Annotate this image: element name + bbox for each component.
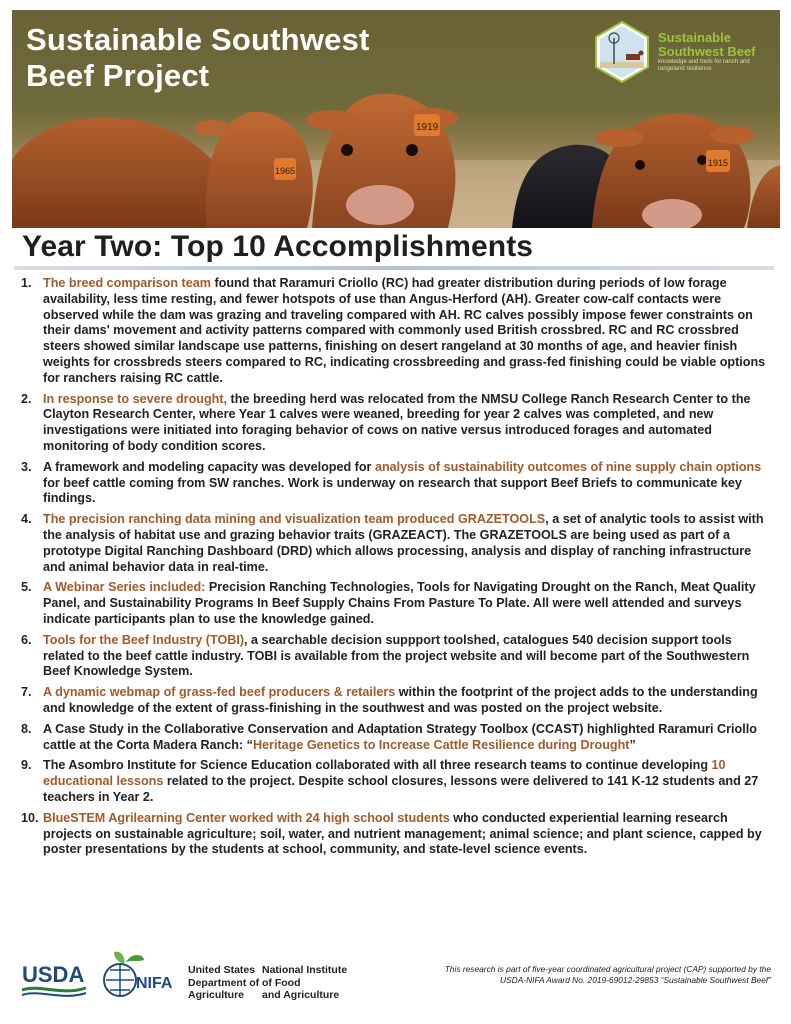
usda-name-line3: Agriculture — [188, 989, 245, 1001]
footer — [0, 946, 791, 1016]
nifa-name-line2: of Food — [262, 976, 301, 989]
item-text: , a set of analytic tools to assist with the analysis of habitat use and grazing behavior traits (GRAZEACT). The GRAZETOOLS are being used as part of a prototype Digital Ranching Dashboard (DRD) which allows processing, analysis and display of ranching infrastructure and animal behavior data in real-time. — [43, 512, 764, 574]
item-text: found that Raramuri Criollo (RC) had greater distribution during periods of low forage availability, less time resting, and fewer hotspots of use than Angus-Herford (AH). Greater cow-calf contacts were observed while the dam was grazing and traveling compared with AH. RC calves possibly impose fewer constraints on their dams' movement and activity patterns compared with commonly used British crossbred. RC and RC crossbred steers showed similar landscape use patterns, finishing on desert rangeland at 30 months of age, and heavier finish weights for crossbreds steers compared to RC, indicating crossbreeding and grass-fed finishing could be viable options for ranchers raising RC cattle. — [43, 276, 766, 385]
logo-name-line1: Sustainable — [658, 30, 731, 45]
item-highlight: Heritage Genetics to Increase Cattle Resilience during Drought — [252, 737, 630, 752]
list-item — [14, 580, 776, 627]
banner-title-line2: Beef Project — [26, 58, 210, 93]
ear-tag-3: 1915 — [708, 158, 729, 168]
usda-name-line1: United States — [188, 964, 256, 976]
item-text: within the footprint of the project adds to the understanding and knowledge of the extent of grass-finishing in the southwest and was posted on the project website. — [43, 685, 758, 715]
item-number: 2. — [21, 391, 32, 406]
item-highlight: 10 educational lessons — [43, 758, 726, 789]
ear-tag-2: 1919 — [416, 122, 439, 133]
item-highlight: A dynamic webmap of grass-fed beef producers & retailers — [43, 685, 396, 700]
item-number: 8. — [21, 721, 32, 736]
banner-title-line1: Sustainable Southwest — [26, 22, 370, 57]
item-number: 3. — [21, 459, 32, 474]
item-number: 1. — [21, 276, 32, 290]
list-item — [14, 758, 776, 805]
item-text: related to the project. Despite school closures, lessons were delivered to 141 K-12 students and 27 teachers in Year 2. — [43, 774, 759, 804]
item-lead: A Case Study in the Collaborative Conservation and Adaptation Strategy Toolbox (CCAST) highlighted Raramuri Criollo cattle at the Corta Madera Ranch: “ — [43, 721, 757, 752]
item-number: 10. — [21, 810, 39, 825]
ear-tag-1: 1965 — [275, 166, 296, 176]
list-item — [14, 276, 776, 387]
item-lead: The Asombro Institute for Science Education collaborated with all three research teams to continue developing — [43, 758, 712, 773]
item-highlight: A Webinar Series included: — [43, 580, 206, 595]
accomplishments-list — [14, 276, 776, 863]
grant-statement — [361, 964, 771, 986]
project-logo — [590, 16, 776, 88]
item-number: 4. — [21, 512, 32, 527]
windmill-emblem-icon — [590, 20, 654, 84]
item-number: 9. — [21, 758, 32, 773]
nifa-wordmark: NIFA — [136, 975, 173, 992]
item-text: , a searchable decision suppport toolshed, catalogues 540 decision support tools related to the beef cattle industry. TOBI is available from the project website and will become part of the Southwestern Beef Knowledge System. — [43, 632, 750, 679]
page-title: Year Two: Top 10 Accomplishments — [22, 230, 534, 263]
nifa-logo — [100, 950, 184, 1006]
logo-tagline-line1: knowledge and tools for ranch and — [658, 59, 750, 65]
item-text: who conducted experiential learning research projects on sustainable agriculture; soil, water, and nutrient management; animal science; and plant science, capped by poster presentations by the students at school, community, and state-level science events. — [43, 810, 762, 857]
usda-logo — [22, 960, 92, 1000]
usda-wordmark: USDA — [22, 962, 85, 987]
nifa-name-line1: National Institute — [262, 964, 348, 976]
item-highlight: The breed comparison team — [43, 276, 211, 290]
item-highlight: BlueSTEM Agrilearning Center worked with 24 high school students — [43, 810, 450, 825]
item-highlight: analysis of sustainability outcomes of nine supply chain options — [374, 459, 762, 474]
banner-title — [26, 22, 370, 94]
item-number: 5. — [21, 580, 32, 595]
nifa-name-line3: and Agriculture — [262, 989, 340, 1001]
list-item — [14, 685, 776, 717]
title-divider — [14, 266, 774, 270]
item-text: the breeding herd was relocated from the NMSU College Ranch Research Center to the Clayton Research Center, where Year 1 calves were weaned, breeding for year 2 calves was completed, and new investigations were initiated into foraging behavior of cows on native versus introduced forages and automated monitoring of body condition scores. — [43, 391, 751, 453]
item-lead: A framework and modeling capacity was developed for — [43, 459, 375, 474]
item-text: for beef cattle coming from SW ranches. Work is underway on research that support Beef Briefs to communicate key findings. — [43, 475, 742, 506]
item-highlight: The precision ranching data mining and visualization team produced GRAZETOOLS — [43, 512, 546, 527]
list-item — [14, 722, 776, 754]
item-number: 7. — [21, 685, 32, 700]
logo-name-line2: Southwest Beef — [658, 44, 756, 59]
item-highlight: In response to severe drought, — [43, 391, 228, 406]
list-item — [14, 633, 776, 680]
usda-name — [188, 964, 259, 1002]
logo-tagline-line2: rangeland resilience — [658, 66, 712, 72]
grant-line2: USDA-NIFA Award No. 2019-69012-29853 “Sustainable Southwest Beef” — [500, 975, 771, 985]
logo-text — [658, 31, 756, 73]
list-item — [14, 460, 776, 507]
list-item — [14, 512, 776, 575]
header-banner — [12, 10, 780, 228]
grant-line1: This research is part of five-year coordinated agricultural project (CAP) supported by the — [444, 964, 771, 974]
usda-name-line2: Department of — [188, 976, 260, 989]
item-highlight: Tools for the Beef Industry (TOBI) — [43, 632, 245, 647]
list-item — [14, 811, 776, 858]
nifa-name — [262, 964, 347, 1002]
item-text: ” — [629, 737, 636, 752]
list-item — [14, 392, 776, 455]
item-number: 6. — [21, 632, 32, 647]
item-text: Precision Ranching Technologies, Tools for Navigating Drought on the Ranch, Meat Quality Panel, and Sustainability Programs In Beef Supply Chains From Pasture To Plate. All were well attended and surveys indicate participants plan to use the knowledge gained. — [43, 580, 756, 626]
